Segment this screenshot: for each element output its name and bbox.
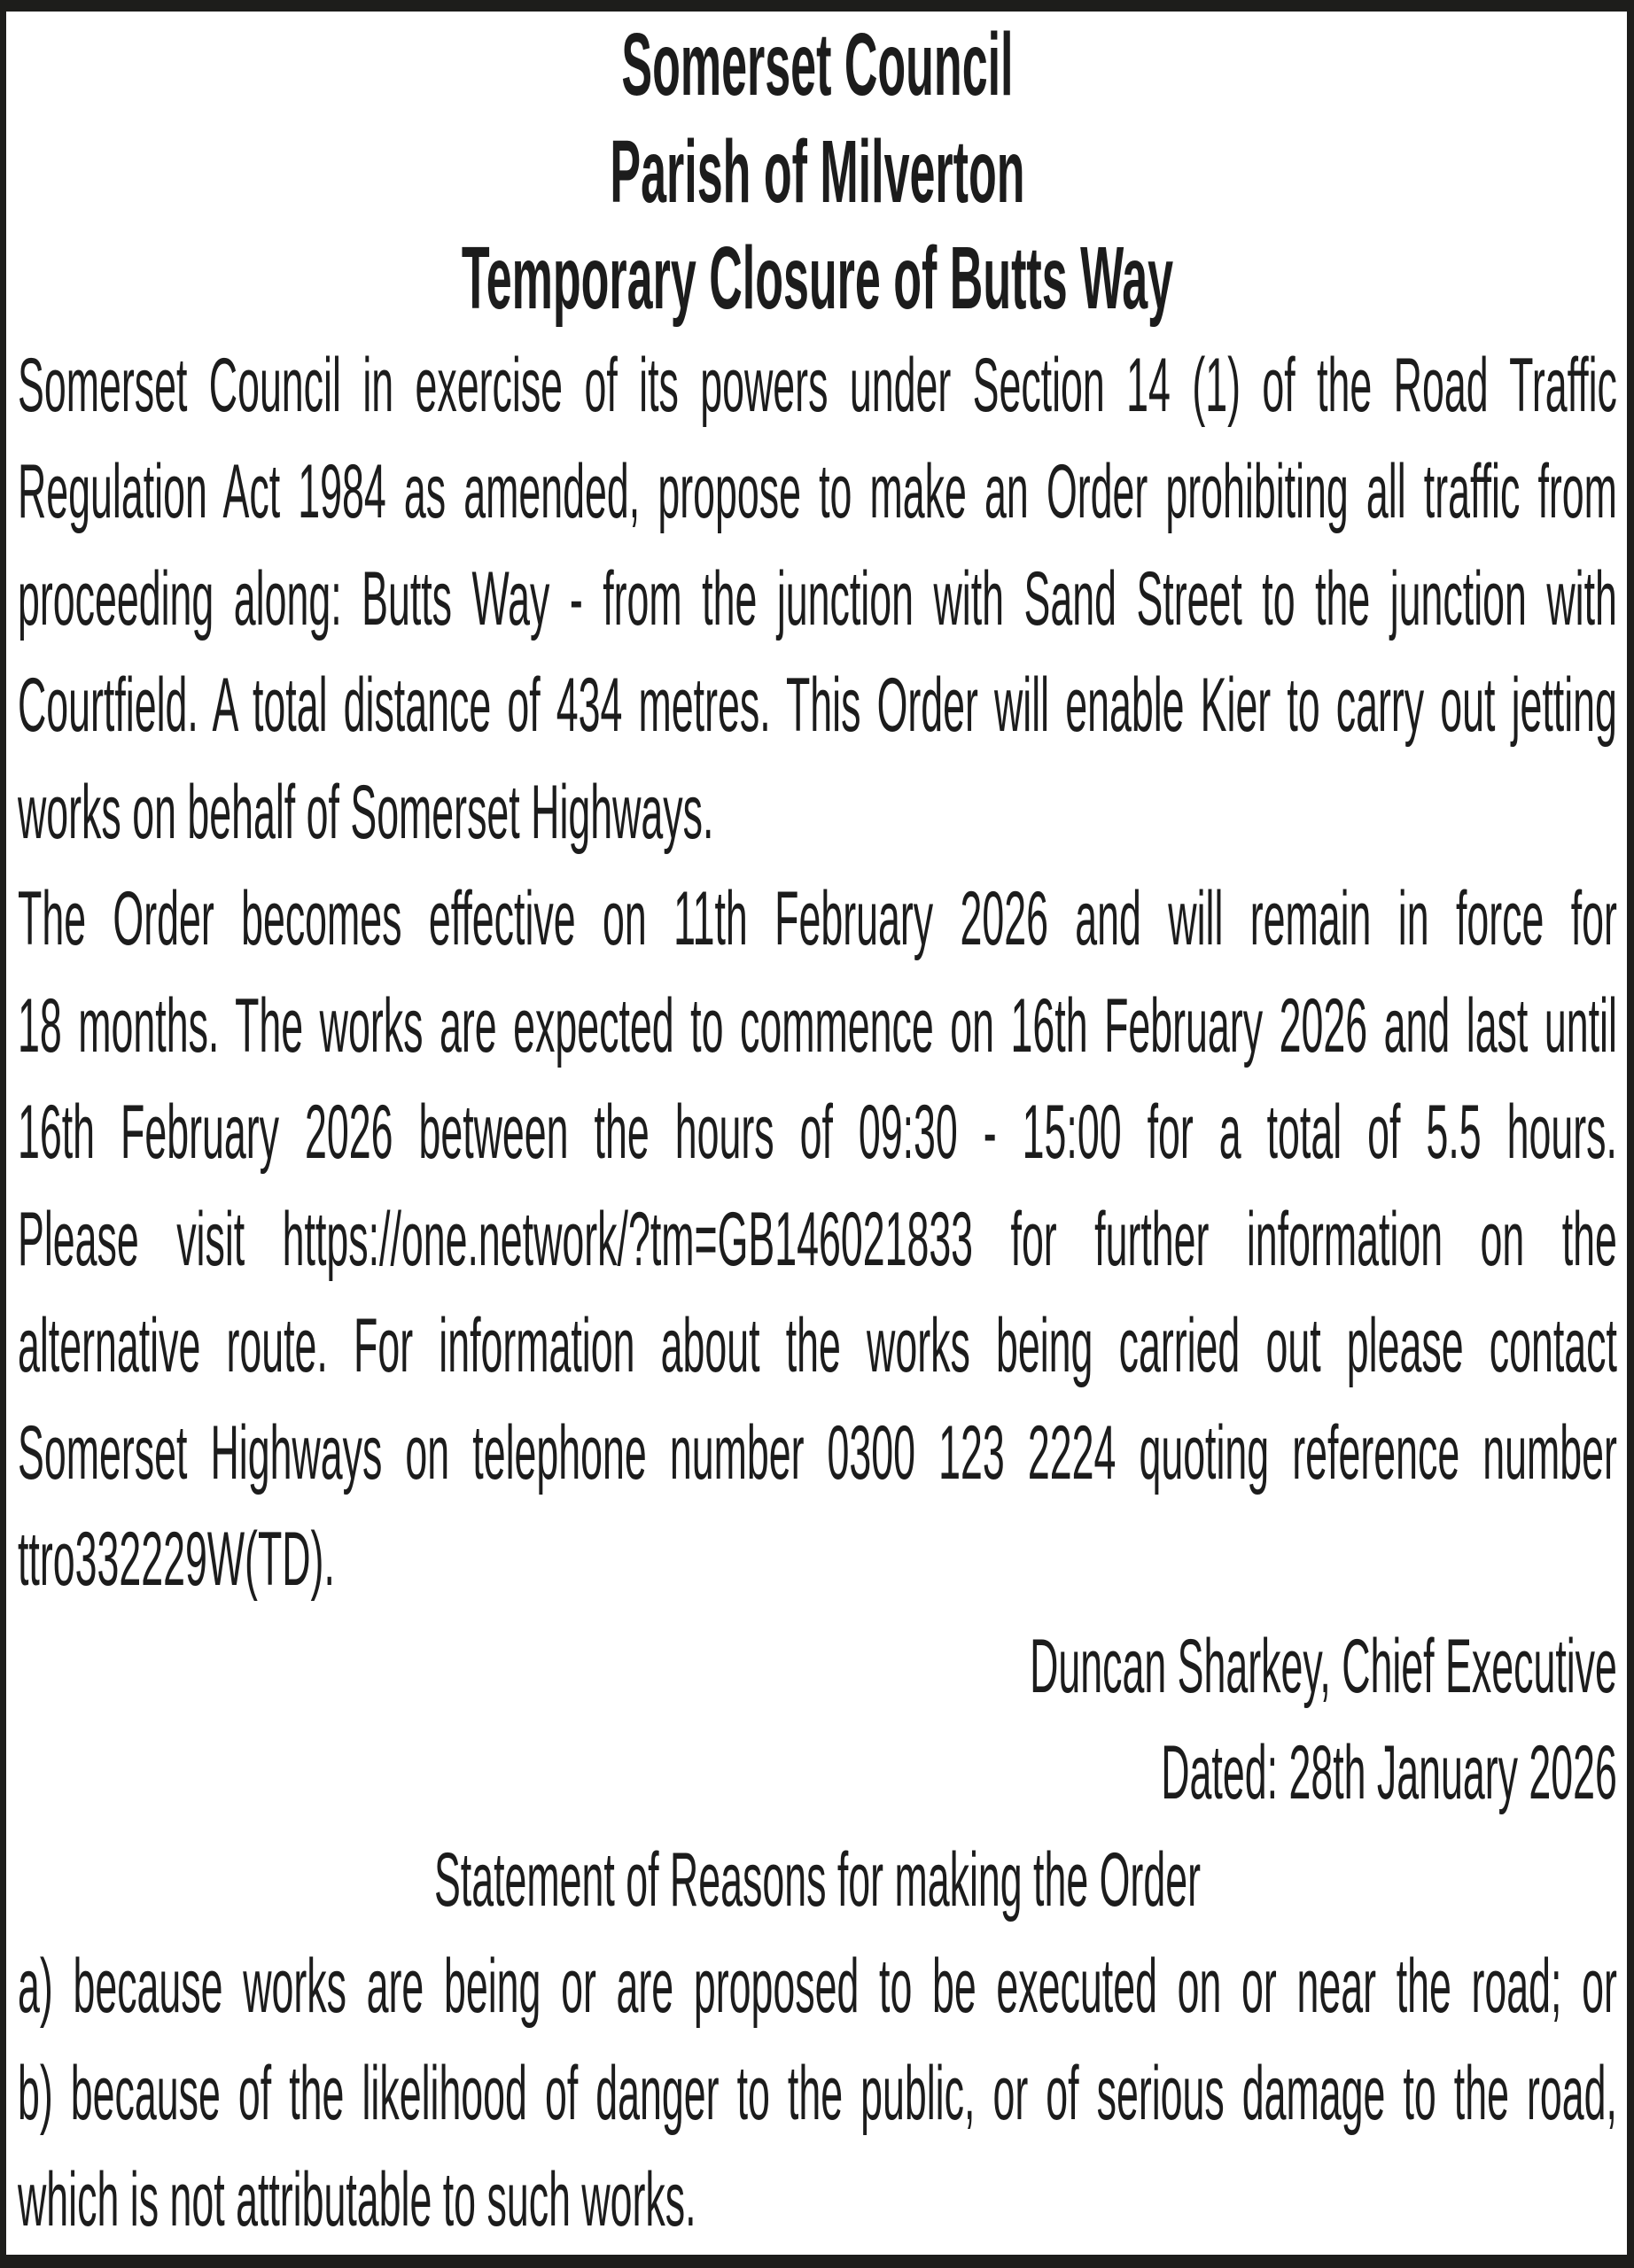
reason-b-line-2: which is not attributable to such works. — [18, 2157, 696, 2242]
signature-block — [18, 1613, 1617, 1827]
reason-b — [18, 2040, 1617, 2254]
statement-heading — [18, 1827, 1617, 1934]
notice-heading-line-2: Parish of Milverton — [610, 121, 1025, 221]
reason-a-line-1: a) because works are being or are proposed to be executed on or near the road; or — [18, 1944, 1617, 2029]
dates-paragraph-line-5: alternative route. For information about the works being carried out please contact — [18, 1303, 1617, 1388]
dates-paragraph-line-7: ttro332229W(TD). — [18, 1517, 335, 1602]
dates-paragraph-line-3: 16th February 2026 between the hours of 09:30 - 15:00 for a total of 5.5 hours. — [18, 1090, 1617, 1175]
dates-paragraph — [18, 866, 1617, 1613]
notice-heading — [18, 12, 1617, 332]
order-paragraph-line-2: Regulation Act 1984 as amended, propose to make an Order prohibiting all traffic from — [18, 449, 1617, 534]
notice-lines — [18, 12, 1617, 2254]
statement-heading-line-1: Statement of Reasons for making the Order — [433, 1837, 1201, 1922]
dates-paragraph-line-1: The Order becomes effective on 11th February 2026 and will remain in force for — [18, 876, 1617, 961]
notice-heading-line-1: Somerset Council — [621, 15, 1014, 114]
order-paragraph — [18, 332, 1617, 866]
notice-heading-line-3: Temporary Closure of Butts Way — [461, 229, 1174, 328]
dates-paragraph-line-2: 18 months. The works are expected to commence on 16th February 2026 and last until — [18, 983, 1617, 1068]
notice-content — [18, 12, 1617, 2255]
reason-b-line-1: b) because of the likelihood of danger to the public, or of serious damage to the road, — [18, 2050, 1617, 2136]
dates-paragraph-line-6: Somerset Highways on telephone number 0300 123 2224 quoting reference number — [18, 1410, 1617, 1495]
order-paragraph-line-1: Somerset Council in exercise of its powers under Section 14 (1) of the Road Traffic — [18, 342, 1617, 428]
order-paragraph-line-5: works on behalf of Somerset Highways. — [18, 769, 714, 855]
signature-block-line-2: Dated: 28th January 2026 — [1161, 1730, 1617, 1815]
dates-paragraph-line-4: Please visit https://one.network/?tm=GB146021833 for further information on the — [18, 1196, 1617, 1282]
order-paragraph-line-4: Courtfield. A total distance of 434 metres. This Order will enable Kier to carry out jetting — [18, 663, 1617, 748]
signature-block-line-1: Duncan Sharkey, Chief Executive — [1030, 1623, 1617, 1709]
order-paragraph-line-3: proceeding along: Butts Way - from the junction with Sand Street to the junction with — [18, 555, 1617, 641]
reason-a — [18, 1933, 1617, 2040]
